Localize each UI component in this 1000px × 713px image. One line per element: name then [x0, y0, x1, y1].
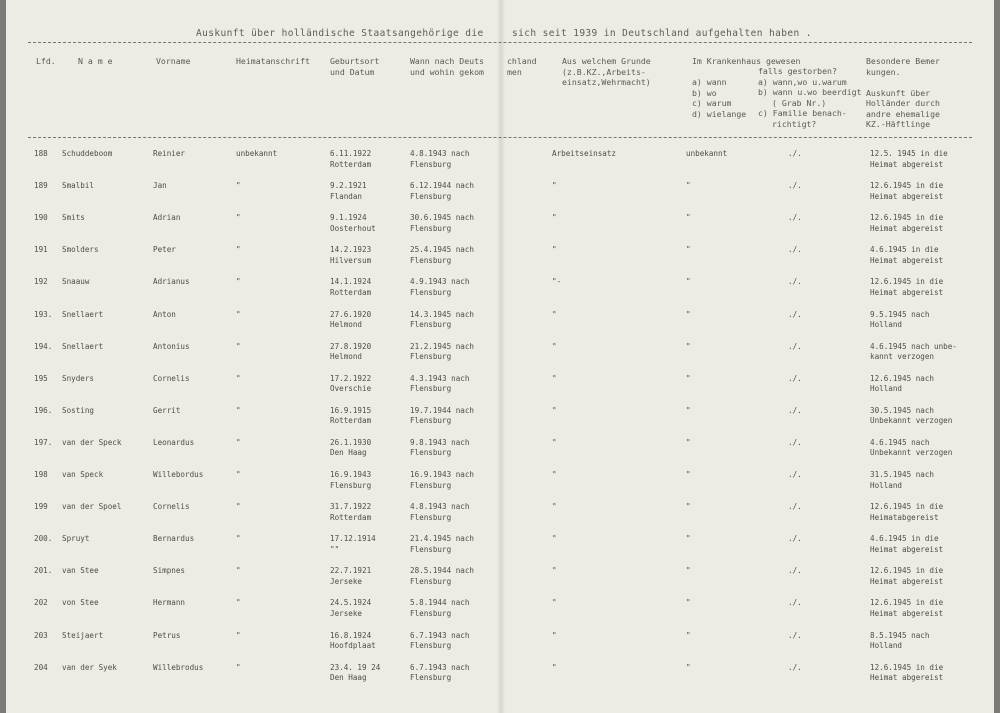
cell-krankenhaus: ": [686, 341, 691, 351]
cell-bemerkungen: 30.5.1945 nach Unbekannt verzogen: [870, 405, 953, 426]
cell-geburt: 6.11.1922 Rotterdam: [330, 149, 372, 169]
cell-bemerkungen: 12.6.1945 in die Heimat abgereist: [870, 181, 944, 201]
cell-gestorben: ./.: [788, 534, 802, 544]
cell-bemerkungen: 4.6.1945 in die Heimat abgereist: [870, 534, 944, 554]
cell-wann-wohin: 19.7.1944 nach Flensburg: [410, 405, 475, 426]
cell-geburt: 26.1.1930 Den Haag: [330, 437, 372, 458]
cell-name: van Speck: [62, 470, 104, 479]
cell-heimatanschrift: ": [236, 341, 241, 351]
cell-bemerkungen: 4.6.1945 nach unbe- kannt verzogen: [870, 341, 957, 362]
cell-geburt: 24.5.1924 Jerseke: [330, 598, 372, 618]
cell-grund: ": [552, 245, 557, 255]
cell-wann-wohin: 4.8.1943 nach Flensburg: [410, 502, 470, 522]
table-row: [0, 245, 1000, 279]
cell-bemerkungen: 12.6.1945 in die Heimat abgereist: [870, 566, 944, 586]
cell-krankenhaus: ": [686, 373, 691, 383]
cell-heimatanschrift: ": [236, 405, 241, 415]
header-wann-continued: chland men: [507, 56, 537, 77]
cell-wann-wohin: 30.6.1945 nach Flensburg: [410, 213, 475, 233]
cell-name: Snyders: [62, 373, 95, 383]
cell-geburt: 17.12.1914 "": [330, 534, 376, 554]
cell-wann-wohin: 16.9.1943 nach Flensburg: [410, 470, 475, 490]
table-row: [0, 470, 1000, 504]
cell-name: van der Syek: [62, 662, 117, 672]
cell-name: Sosting: [62, 405, 95, 415]
cell-krankenhaus: ": [686, 566, 691, 576]
cell-gestorben: ./.: [788, 437, 802, 447]
cell-vorname: Cornelis: [153, 373, 190, 383]
cell-wann-wohin: 25.4.1945 nach Flensburg: [410, 245, 475, 265]
cell-grund: Arbeitseinsatz: [552, 149, 617, 158]
cell-vorname: Willebordus: [153, 470, 204, 479]
cell-wann-wohin: 6.12.1944 nach Flensburg: [410, 181, 475, 201]
header-krankenhaus: Im Krankenhaus gewesen a) wann b) wo c) warum d) wielange: [692, 56, 801, 119]
cell-lfd: 188: [34, 149, 48, 158]
cell-lfd: 200.: [34, 534, 53, 544]
table-row: [0, 181, 1000, 215]
cell-lfd: 189: [34, 181, 48, 191]
table-row: [0, 277, 1000, 311]
header-besondere-bemerkungen: Besondere Bemer kungen. Auskunft über Holländer durch andre ehemalige KZ.-Häftlinge: [866, 56, 940, 129]
table-row: [0, 149, 1000, 183]
cell-vorname: Bernardus: [153, 534, 195, 544]
cell-krankenhaus: ": [686, 662, 691, 672]
cell-krankenhaus: ": [686, 309, 691, 319]
cell-gestorben: ./.: [788, 630, 802, 640]
cell-bemerkungen: 4.6.1945 nach Unbekannt verzogen: [870, 437, 953, 458]
cell-grund: ": [552, 341, 557, 351]
cell-gestorben: ./.: [788, 373, 802, 383]
cell-heimatanschrift: ": [236, 277, 241, 287]
cell-bemerkungen: 12.6.1945 in die Heimat abgereist: [870, 213, 944, 233]
header-gestorben: falls gestorben? a) wann,wo u.warum b) wann u.wo beerdigt ( Grab Nr.) c) Familie benach- richtigt?: [758, 66, 862, 129]
header-bottom-rule: [28, 137, 972, 138]
cell-wann-wohin: 28.5.1944 nach Flensburg: [410, 566, 475, 586]
cell-geburt: 27.6.1920 Helmond: [330, 309, 372, 329]
cell-name: Smits: [62, 213, 85, 223]
cell-krankenhaus: ": [686, 245, 691, 255]
table-row: [0, 342, 1000, 376]
cell-wann-wohin: 4.8.1943 nach Flensburg: [410, 149, 470, 169]
cell-geburt: 22.7.1921 Jerseke: [330, 566, 372, 586]
cell-geburt: 16.8.1924 Hoofdplaat: [330, 630, 376, 650]
cell-geburt: 27.8.1920 Helmond: [330, 341, 372, 362]
cell-krankenhaus: ": [686, 630, 691, 640]
cell-grund: ": [552, 630, 557, 640]
cell-lfd: 202: [34, 598, 48, 608]
cell-vorname: Adrian: [153, 213, 181, 223]
cell-vorname: Cornelis: [153, 502, 190, 512]
cell-lfd: 192: [34, 277, 48, 287]
cell-gestorben: ./.: [788, 566, 802, 576]
cell-gestorben: ./.: [788, 181, 802, 191]
cell-krankenhaus: ": [686, 534, 691, 544]
cell-krankenhaus: ": [686, 437, 691, 447]
cell-heimatanschrift: ": [236, 213, 241, 223]
cell-gestorben: ./.: [788, 502, 802, 512]
cell-heimatanschrift: ": [236, 502, 241, 512]
cell-krankenhaus: unbekannt: [686, 149, 728, 158]
cell-krankenhaus: ": [686, 470, 691, 479]
header-vorname: Vorname: [156, 56, 191, 66]
table-row: [0, 406, 1000, 440]
cell-vorname: Peter: [153, 245, 176, 255]
table-row: [0, 213, 1000, 247]
cell-grund: "-: [552, 277, 562, 287]
cell-name: Snellaert: [62, 341, 104, 351]
cell-geburt: 9.2.1921 Flandan: [330, 181, 367, 201]
cell-gestorben: ./.: [788, 309, 802, 319]
table-row: [0, 502, 1000, 536]
cell-name: Spruyt: [62, 534, 90, 544]
cell-name: Schuddeboom: [62, 149, 113, 158]
cell-geburt: 16.9.1915 Rotterdam: [330, 405, 372, 426]
cell-bemerkungen: 31.5.1945 nach Holland: [870, 470, 935, 490]
header-geburt: Geburtsort und Datum: [330, 56, 380, 77]
cell-vorname: Anton: [153, 309, 176, 319]
cell-lfd: 194.: [34, 341, 53, 351]
cell-lfd: 203: [34, 630, 48, 640]
cell-vorname: Adrianus: [153, 277, 190, 287]
table-row: [0, 310, 1000, 344]
cell-gestorben: ./.: [788, 598, 802, 608]
cell-vorname: Reinier: [153, 149, 186, 158]
cell-gestorben: ./.: [788, 277, 802, 287]
cell-wann-wohin: 21.2.1945 nach Flensburg: [410, 341, 475, 362]
cell-name: Snellaert: [62, 309, 104, 319]
cell-bemerkungen: 4.6.1945 in die Heimat abgereist: [870, 245, 944, 265]
cell-name: van Stee: [62, 566, 99, 576]
cell-wann-wohin: 14.3.1945 nach Flensburg: [410, 309, 475, 329]
header-name: N a m e: [78, 56, 113, 66]
cell-grund: ": [552, 309, 557, 319]
cell-heimatanschrift: ": [236, 245, 241, 255]
cell-heimatanschrift: ": [236, 566, 241, 576]
cell-lfd: 191: [34, 245, 48, 255]
cell-wann-wohin: 6.7.1943 nach Flensburg: [410, 630, 470, 650]
cell-heimatanschrift: ": [236, 534, 241, 544]
title-right: sich seit 1939 in Deutschland aufgehalten haben .: [512, 28, 812, 39]
cell-name: van der Spoel: [62, 502, 122, 512]
cell-grund: ": [552, 437, 557, 447]
cell-wann-wohin: 4.9.1943 nach Flensburg: [410, 277, 470, 297]
table-row: [0, 598, 1000, 632]
cell-wann-wohin: 6.7.1943 nach Flensburg: [410, 662, 470, 683]
cell-name: Snaauw: [62, 277, 90, 287]
cell-heimatanschrift: ": [236, 662, 241, 672]
cell-geburt: 14.2.1923 Hilversum: [330, 245, 372, 265]
table-row: [0, 534, 1000, 568]
cell-heimatanschrift: ": [236, 181, 241, 191]
cell-lfd: 199: [34, 502, 48, 512]
cell-geburt: 9.1.1924 Oosterhout: [330, 213, 376, 233]
cell-wann-wohin: 4.3.1943 nach Flensburg: [410, 373, 470, 394]
header-wann: Wann nach Deuts und wohin gekom: [410, 56, 484, 77]
cell-gestorben: ./.: [788, 213, 802, 223]
cell-grund: ": [552, 470, 557, 479]
cell-krankenhaus: ": [686, 502, 691, 512]
cell-name: Smalbil: [62, 181, 95, 191]
cell-gestorben: ./.: [788, 405, 802, 415]
cell-grund: ": [552, 598, 557, 608]
cell-gestorben: ./.: [788, 470, 802, 479]
header-lfd: Lfd.: [36, 56, 56, 66]
cell-wann-wohin: 21.4.1945 nach Flensburg: [410, 534, 475, 554]
cell-bemerkungen: 12.6.1945 in die Heimatabgereist: [870, 502, 944, 522]
cell-grund: ": [552, 502, 557, 512]
cell-grund: ": [552, 534, 557, 544]
cell-name: Smolders: [62, 245, 99, 255]
header-heimatanschrift: Heimatanschrift: [236, 56, 310, 66]
cell-bemerkungen: 12.6.1945 nach Holland: [870, 373, 935, 394]
cell-grund: ": [552, 566, 557, 576]
cell-vorname: Leonardus: [153, 437, 195, 447]
cell-vorname: Hermann: [153, 598, 186, 608]
cell-heimatanschrift: ": [236, 437, 241, 447]
cell-krankenhaus: ": [686, 598, 691, 608]
cell-krankenhaus: ": [686, 213, 691, 223]
cell-heimatanschrift: ": [236, 373, 241, 383]
cell-krankenhaus: ": [686, 405, 691, 415]
cell-geburt: 14.1.1924 Rotterdam: [330, 277, 372, 297]
cell-heimatanschrift: ": [236, 598, 241, 608]
cell-gestorben: ./.: [788, 245, 802, 255]
cell-gestorben: ./.: [788, 149, 802, 158]
cell-vorname: Gerrit: [153, 405, 181, 415]
cell-lfd: 201.: [34, 566, 53, 576]
title-left: Auskunft über holländische Staatsangehörige die: [196, 28, 484, 39]
header-top-rule: [28, 42, 972, 43]
cell-bemerkungen: 12.6.1945 in die Heimat abgereist: [870, 277, 944, 297]
cell-geburt: 16.9.1943 Flensburg: [330, 470, 372, 490]
cell-krankenhaus: ": [686, 277, 691, 287]
cell-bemerkungen: 12.6.1945 in die Heimat abgereist: [870, 598, 944, 618]
cell-gestorben: ./.: [788, 341, 802, 351]
cell-gestorben: ./.: [788, 662, 802, 672]
cell-geburt: 31.7.1922 Rotterdam: [330, 502, 372, 522]
table-row: [0, 566, 1000, 600]
table-row: [0, 438, 1000, 472]
cell-vorname: Jan: [153, 181, 167, 191]
cell-grund: ": [552, 181, 557, 191]
cell-name: Steijaert: [62, 630, 104, 640]
cell-name: van der Speck: [62, 437, 122, 447]
cell-grund: ": [552, 662, 557, 672]
cell-bemerkungen: 12.5. 1945 in die Heimat abgereist: [870, 149, 948, 169]
cell-vorname: Simpnes: [153, 566, 186, 576]
cell-grund: ": [552, 405, 557, 415]
cell-geburt: 23.4. 19 24 Den Haag: [330, 662, 381, 683]
cell-lfd: 198: [34, 470, 48, 479]
cell-lfd: 204: [34, 662, 48, 672]
cell-vorname: Petrus: [153, 630, 181, 640]
cell-grund: ": [552, 373, 557, 383]
header-grund: Aus welchem Grunde (z.B.KZ.,Arbeits- einsatz,Wehrmacht): [562, 56, 651, 87]
cell-lfd: 197.: [34, 437, 53, 447]
cell-heimatanschrift: ": [236, 309, 241, 319]
cell-name: von Stee: [62, 598, 99, 608]
cell-lfd: 195: [34, 373, 48, 383]
cell-heimatanschrift: ": [236, 470, 241, 479]
cell-bemerkungen: 8.5.1945 nach Holland: [870, 630, 930, 650]
cell-vorname: Willebrodus: [153, 662, 204, 672]
table-row: [0, 631, 1000, 665]
table-row: [0, 663, 1000, 697]
cell-lfd: 196.: [34, 405, 53, 415]
cell-wann-wohin: 9.8.1943 nach Flensburg: [410, 437, 470, 458]
cell-vorname: Antonius: [153, 341, 190, 351]
cell-wann-wohin: 5.8.1944 nach Flensburg: [410, 598, 470, 618]
table-row: [0, 374, 1000, 408]
cell-lfd: 190: [34, 213, 48, 223]
cell-heimatanschrift: ": [236, 630, 241, 640]
cell-bemerkungen: 12.6.1945 in die Heimat abgereist: [870, 662, 944, 683]
cell-krankenhaus: ": [686, 181, 691, 191]
cell-grund: ": [552, 213, 557, 223]
cell-lfd: 193.: [34, 309, 53, 319]
cell-geburt: 17.2.1922 Overschie: [330, 373, 372, 394]
cell-heimatanschrift: unbekannt: [236, 149, 278, 158]
cell-bemerkungen: 9.5.1945 nach Holland: [870, 309, 930, 329]
